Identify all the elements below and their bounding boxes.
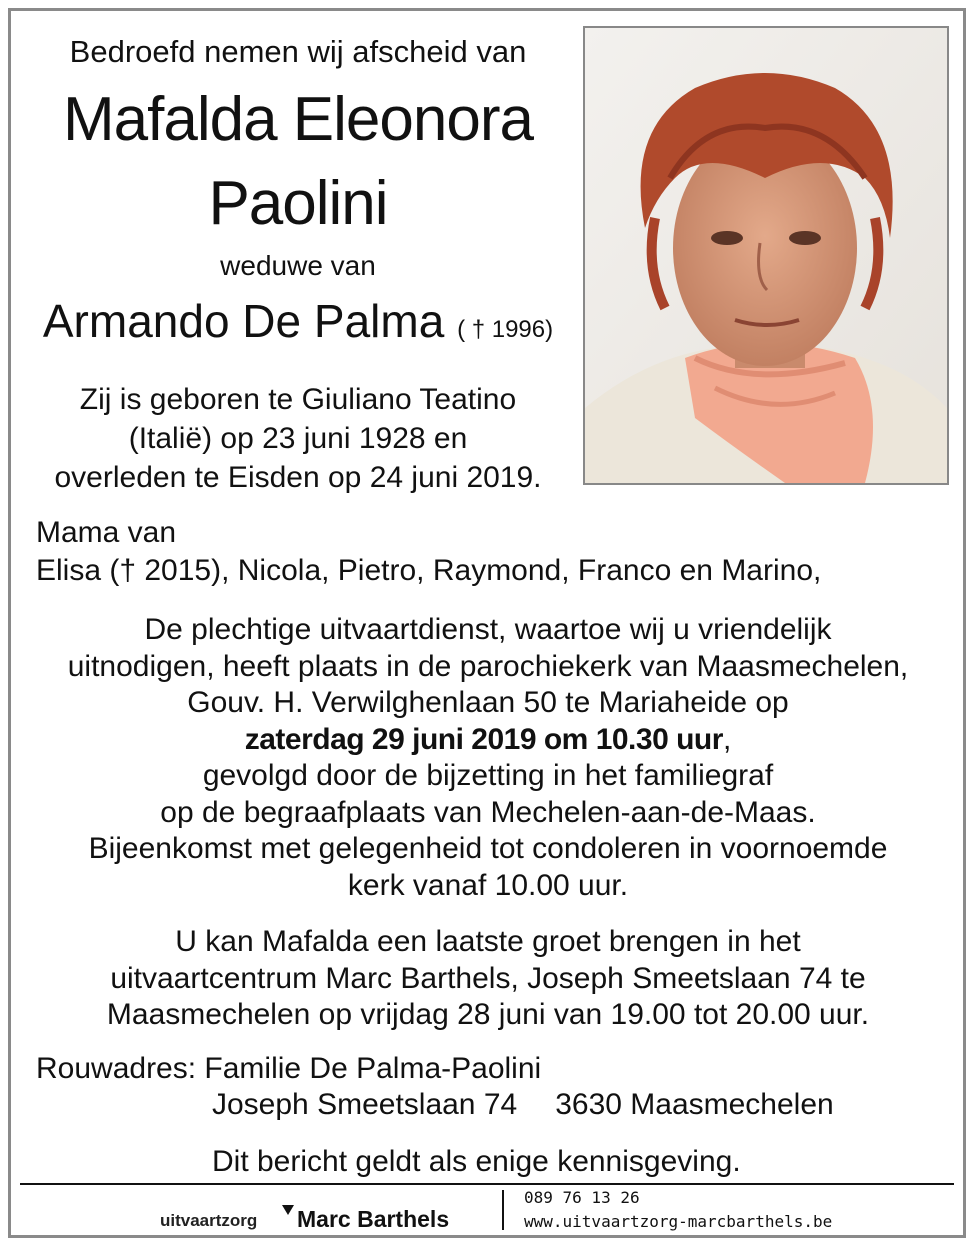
- service-date-suffix: ,: [722, 722, 732, 756]
- intro-text: Bedroefd nemen wij afscheid van: [69, 34, 527, 69]
- notice-text: Dit bericht geldt als enige kennisgeving.: [212, 1145, 741, 1178]
- family-line: Mama van: [36, 516, 177, 549]
- mourning-address-line: [212, 1088, 834, 1122]
- footer-divider: [20, 1183, 954, 1185]
- deceased-name-line2: Paolini: [208, 169, 388, 238]
- birth-line: (Italië) op 23 juni 1928 en: [128, 422, 468, 455]
- service-line: De plechtige uitvaartdienst, waartoe wij u vriendelijk: [144, 613, 832, 646]
- spouse-name: Armando De Palma: [42, 295, 445, 347]
- address-city: 3630 Maasmechelen: [555, 1088, 834, 1121]
- footer-separator: [502, 1190, 504, 1230]
- website-link[interactable]: www.uitvaartzorg-marcbarthels.be: [524, 1212, 833, 1231]
- farewell-paragraph: [20, 924, 956, 1034]
- birth-line: overleden te Eisden op 24 juni 2019.: [54, 461, 542, 494]
- portrait-illustration: [585, 28, 947, 483]
- service-line: op de begraafplaats van Mechelen-aan-de-Maas.: [160, 795, 816, 829]
- portrait-photo: [583, 26, 949, 485]
- service-line: uitnodigen, heeft plaats in de parochiekerk van Maasmechelen,: [67, 649, 909, 683]
- service-line: Gouv. H. Verwilghenlaan 50 te Mariaheide op: [187, 686, 789, 719]
- farewell-line: uitvaartcentrum Marc Barthels, Joseph Smeetslaan 74 te: [110, 961, 866, 995]
- triangle-icon: [282, 1205, 294, 1215]
- family-paragraph: [36, 514, 821, 590]
- service-line: Bijeenkomst met gelegenheid tot condoleren in voornoemde: [88, 832, 888, 865]
- service-paragraph: [20, 612, 956, 904]
- spouse-line: [28, 294, 568, 348]
- phone-number: 089 76 13 26: [524, 1188, 640, 1207]
- farewell-line: U kan Mafalda een laatste groet brengen in het: [175, 925, 801, 958]
- brand-small-text: uitvaartzorg: [160, 1211, 258, 1230]
- service-line: kerk vanaf 10.00 uur.: [347, 868, 629, 902]
- spouse-death-year: ( † 1996): [457, 316, 554, 343]
- deceased-name-line1: Mafalda Eleonora: [63, 85, 533, 154]
- children-line: Elisa († 2015), Nicola, Pietro, Raymond, Franco en Marino,: [36, 554, 822, 587]
- service-line: gevolgd door de bijzetting in het familiegraf: [202, 759, 774, 792]
- widow-of-text: weduwe van: [220, 250, 376, 281]
- birth-death-paragraph: [28, 380, 568, 497]
- birth-line: Zij is geboren te Giuliano Teatino: [79, 383, 517, 416]
- brand-name: Marc Barthels: [297, 1206, 450, 1232]
- service-date-line: [20, 722, 956, 759]
- mourning-address-label: Rouwadres: Familie De Palma-Paolini: [36, 1052, 542, 1085]
- address-street: Joseph Smeetslaan 74: [212, 1088, 518, 1121]
- service-date: zaterdag 29 juni 2019 om 10.30 uur: [244, 722, 723, 756]
- farewell-line: Maasmechelen op vrijdag 28 juni van 19.00 tot 20.00 uur.: [106, 998, 870, 1031]
